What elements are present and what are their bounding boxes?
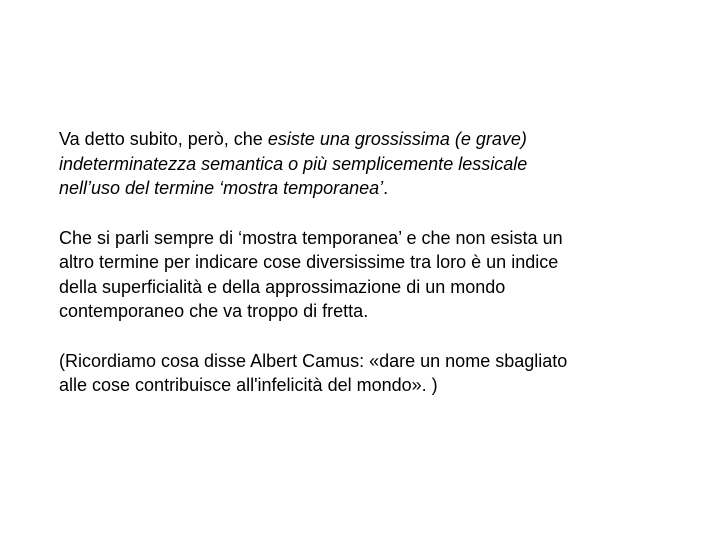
paragraph-2-line: altro termine per indicare cose diversissime tra loro è un indice xyxy=(59,252,559,272)
paragraph-2-line: della superficialità e della approssimazione di un mondo xyxy=(59,276,506,297)
paragraph-2-line: Che si parli sempre di ‘mostra temporanea’ e che non esista un xyxy=(59,227,563,248)
paragraph-1-text: . xyxy=(383,178,389,198)
paragraph-1-emphasis: esiste una grossissima (e grave) xyxy=(267,129,527,149)
paragraph-1-text: Va detto subito, però, che xyxy=(59,129,268,149)
paragraph-2 xyxy=(59,226,679,324)
paragraph-2-line: contemporaneo che va troppo di fretta. xyxy=(59,301,369,321)
paragraph-3-line: (Ricordiamo cosa disse Albert Camus: «dare un nome sbagliato xyxy=(59,350,568,371)
paragraph-3-line: alle cose contribuisce all'infelicità del mondo». ) xyxy=(59,375,438,395)
paragraph-1-emphasis: indeterminatezza semantica o più semplicemente lessicale xyxy=(59,153,528,174)
paragraph-1-emphasis: nell’uso del termine ‘mostra temporanea’ xyxy=(59,178,384,198)
paragraph-3 xyxy=(59,349,679,398)
paragraph-1 xyxy=(59,127,679,201)
text-body xyxy=(59,127,679,423)
